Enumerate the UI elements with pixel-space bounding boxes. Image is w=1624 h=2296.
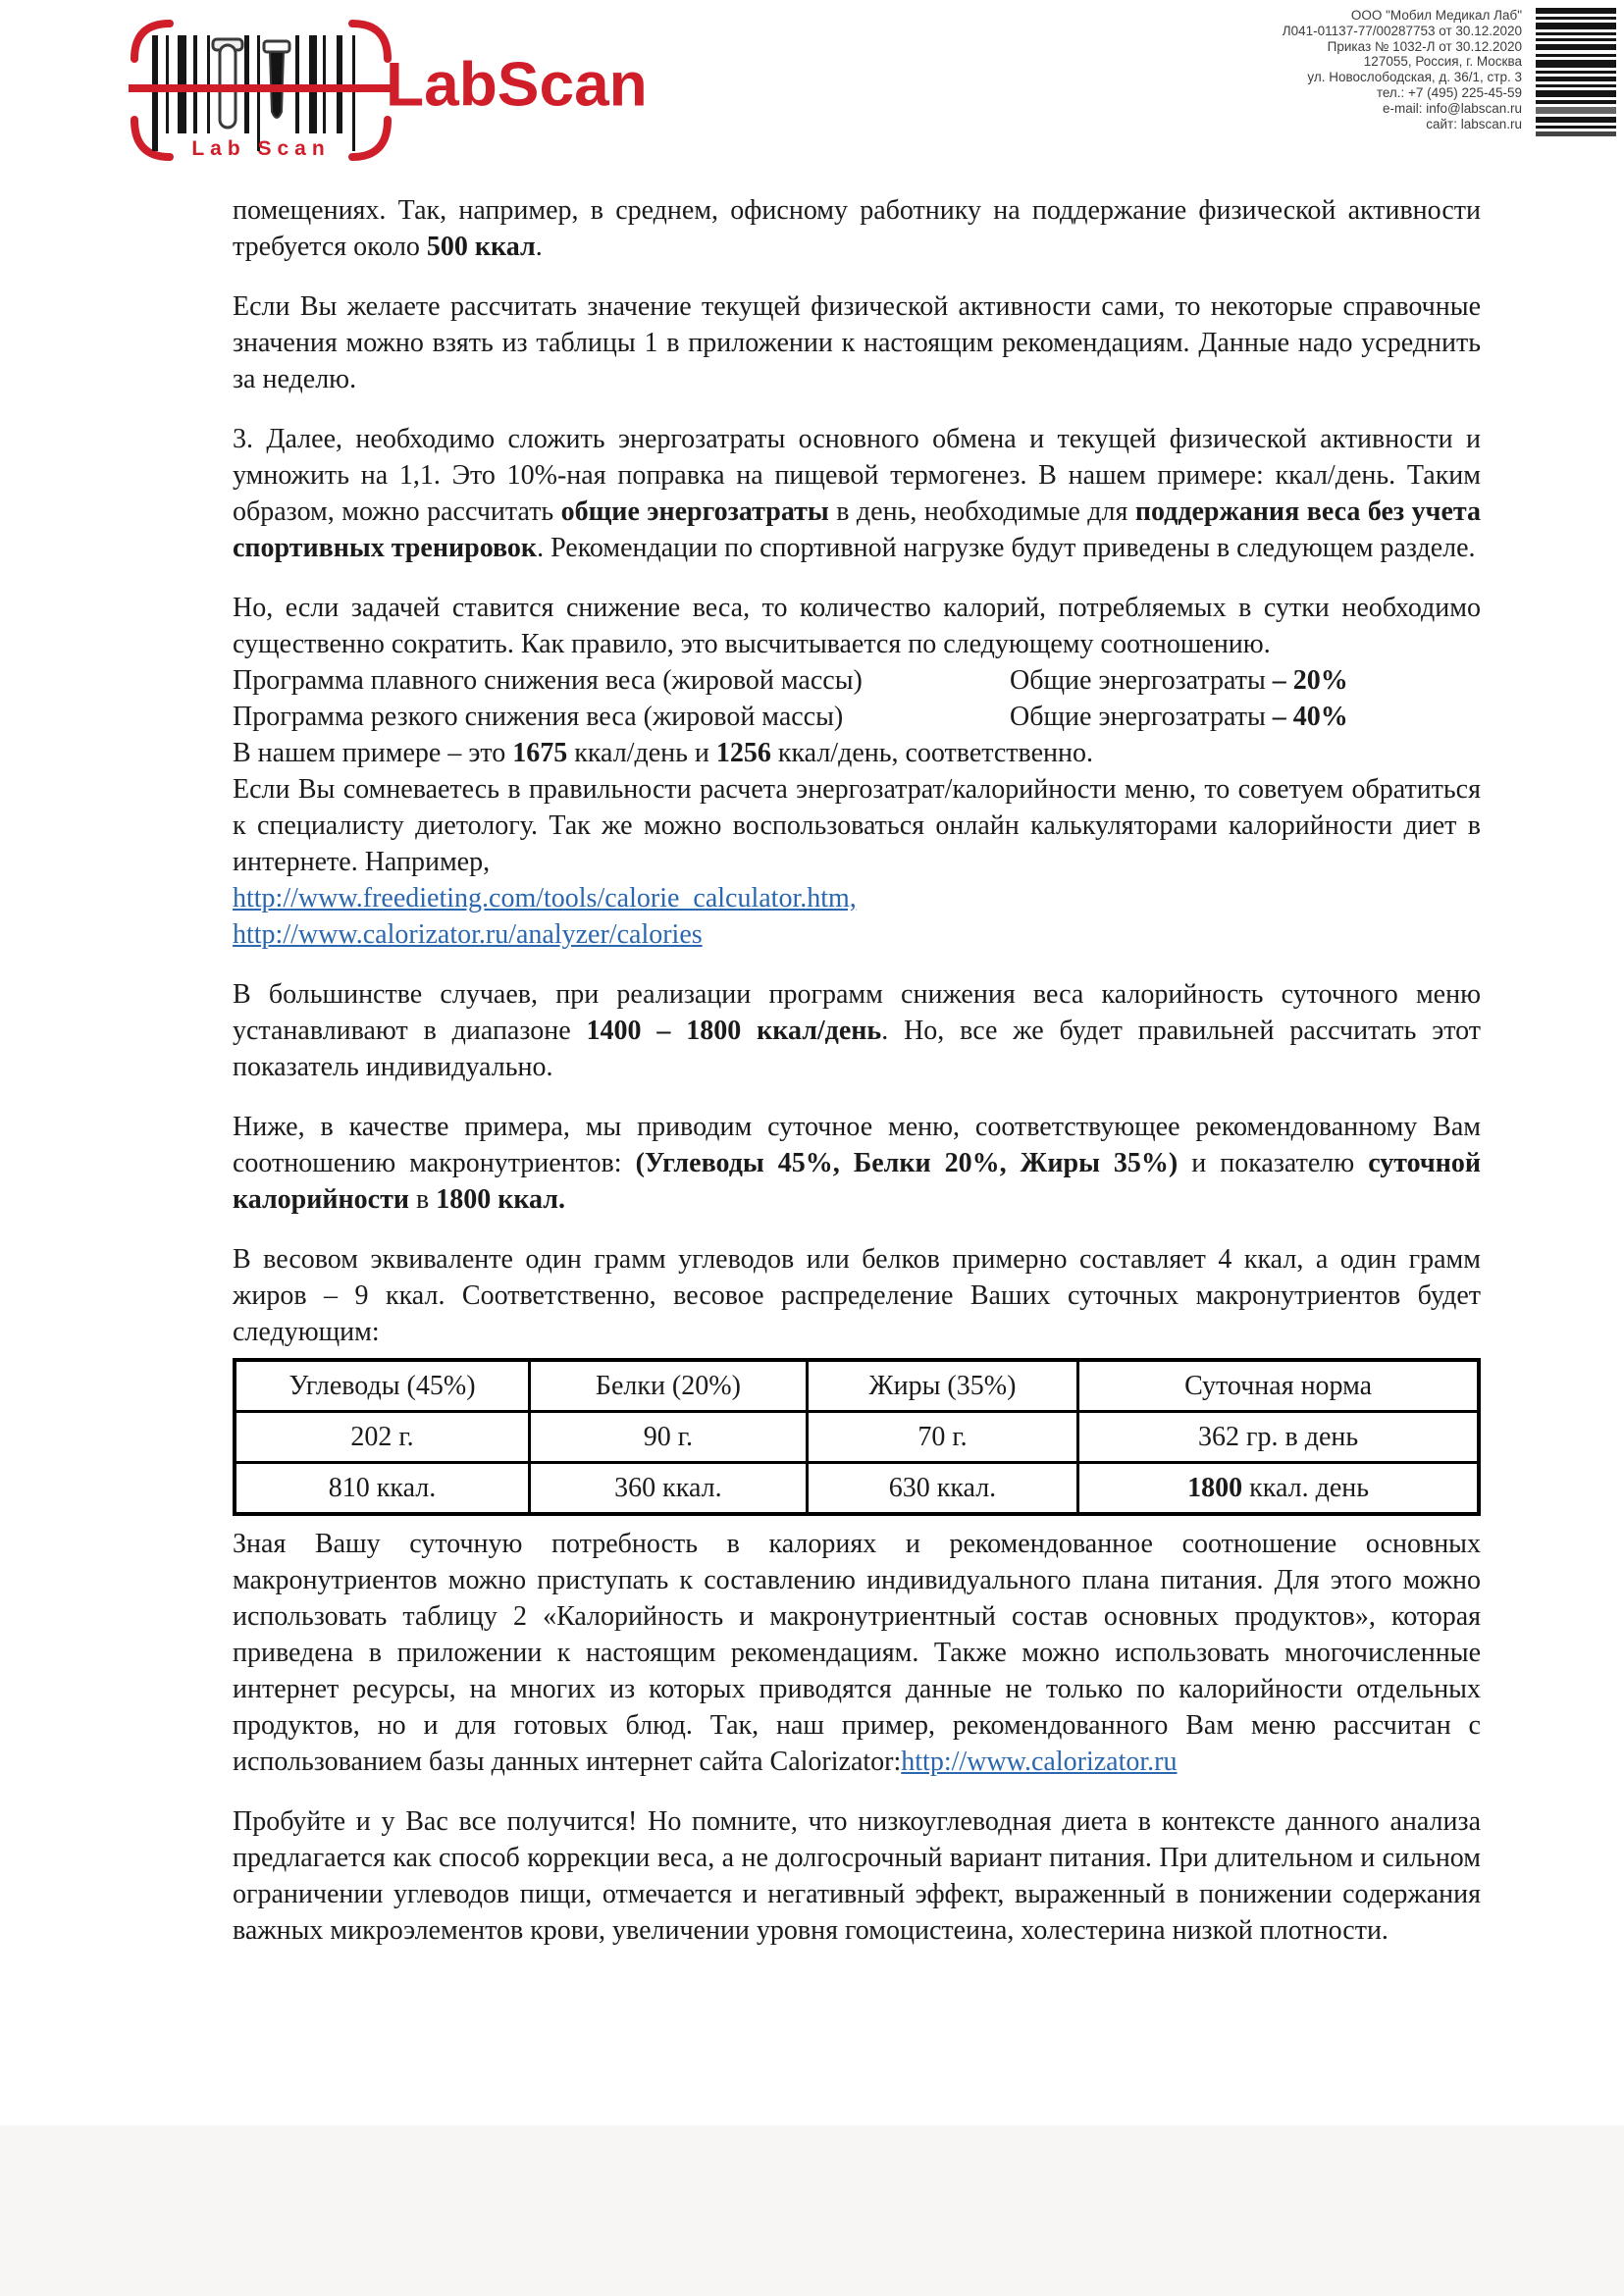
macronutrients-table	[233, 1358, 1481, 1516]
link-line-freedieting	[233, 880, 1481, 916]
table-cell: 810 ккал.	[235, 1463, 530, 1515]
labscan-logo-icon	[129, 12, 393, 167]
labscan-logo	[129, 12, 648, 167]
text-run: ккал. день	[1242, 1473, 1370, 1503]
text-run: В нашем примере – это	[233, 738, 513, 768]
table-header-row	[235, 1360, 1479, 1412]
table-header-cell: Белки (20%)	[530, 1360, 808, 1412]
text-run: в	[408, 1184, 437, 1215]
text-run: . Рекомендации по спортивной нагрузке будут приведены в следующем разделе.	[537, 533, 1476, 563]
text-run-bold: (Углеводы 45%, Белки 20%, Жиры 35%)	[635, 1148, 1179, 1178]
table-cell: 90 г.	[530, 1412, 808, 1463]
company-info-line: Л041-01137-77/00287753 от 30.12.2020	[1282, 23, 1522, 38]
paragraph-step3	[233, 421, 1481, 566]
table-cell: 362 гр. в день	[1078, 1412, 1479, 1463]
table-row-grams	[235, 1412, 1479, 1463]
program-label: Программа плавного снижения веса (жировой массы)	[233, 665, 863, 696]
table-header-cell: Суточная норма	[1078, 1360, 1479, 1412]
table-cell: 630 ккал.	[807, 1463, 1077, 1515]
paragraph-weight-loss: Но, если задачей ставится снижение веса, то количество калорий, потребляемых в сутки необходимо существенно сократить. Как правило, это высчитывается по следующему соотношению.	[233, 593, 1481, 659]
text-run-bold: – 40%	[1272, 702, 1348, 732]
document-body	[233, 192, 1481, 1972]
paragraph-dietologist: Если Вы сомневаетесь в правильности расчета энергозатрат/калорийности меню, то советуем обратиться к специалисту диетологу. Так же можно воспользоваться онлайн калькуляторами калорийности диет в интернете. Например,	[233, 774, 1481, 877]
table-header-cell: Углеводы (45%)	[235, 1360, 530, 1412]
test-tube-icon	[213, 39, 242, 128]
text-run: в день, необходимые для	[828, 496, 1135, 527]
text-run: помещениях. Так, например, в среднем, офисному работнику на поддержание физической активности требуется около	[233, 195, 1481, 262]
scan-line	[129, 84, 393, 92]
test-tube-filled-icon	[264, 41, 289, 118]
paragraph-kcal-range	[233, 976, 1481, 1085]
barcode	[1532, 8, 1620, 137]
link-calorizator[interactable]: http://www.calorizator.ru	[901, 1747, 1178, 1777]
example-kcal-line	[233, 735, 1481, 771]
labscan-logo-wordmark: LabScan	[386, 49, 648, 120]
program-line-smooth	[233, 662, 1481, 699]
text-run-bold: 1800	[1187, 1473, 1243, 1503]
company-info-line: ул. Новослободская, д. 36/1, стр. 3	[1307, 70, 1522, 85]
link-line-calorizator-analyzer	[233, 916, 1481, 953]
text-run-bold: 1256	[715, 738, 771, 768]
text-run: . Но, все же будет правильней рассчитать этот показатель индивидуально.	[233, 1016, 1482, 1082]
table-cell: 360 ккал.	[530, 1463, 808, 1515]
company-info-line: Приказ № 1032-Л от 30.12.2020	[1327, 38, 1522, 54]
text-run: Ниже, в качестве примера, мы приводим суточное меню, соответствующее рекомендованному Вам соотношению макронутриентов:	[233, 1112, 1481, 1178]
program-line-sharp	[233, 699, 1481, 735]
table-row-kcal	[235, 1463, 1479, 1515]
text-run: ккал/день и	[567, 738, 716, 768]
table-cell: 202 г.	[235, 1412, 530, 1463]
text-run-bold: 1400 – 1800 ккал/день	[586, 1016, 882, 1046]
text-run-bold: 1800 ккал.	[436, 1184, 565, 1215]
paragraph-macro-ratio	[233, 1109, 1481, 1218]
paragraph-meal-planning	[233, 1526, 1481, 1780]
text-run: .	[535, 232, 543, 262]
text-run-bold: 1675	[512, 738, 568, 768]
text-run-bold: суточной калорийности	[233, 1148, 1481, 1215]
logo-barcode-bars	[152, 35, 355, 151]
page-bottom-margin	[0, 2125, 1624, 2296]
text-run: 3. Далее, необходимо сложить энергозатраты основного обмена и текущей физической активности и умножить на 1,1. Это 10%-ная поправка на пищевой термогенез. В нашем примере: ккал/день. Таким образом, можно рассчитать	[233, 424, 1481, 527]
paragraph-closing: Пробуйте и у Вас все получится! Но помните, что низкоуглеводная диета в контексте данного анализа предлагается как способ коррекции веса, а не долгосрочный вариант питания. При длительном и сильном ограничении углеводов пищи, отмечается и негативный эффект, выраженный в понижении содержания важных микроэлементов крови, увеличении уровня гомоцистеина, холестерина низкой плотности.	[233, 1806, 1481, 1946]
paragraph-intro	[233, 192, 1481, 265]
table-cell: 70 г.	[807, 1412, 1077, 1463]
text-run: Общие энергозатраты	[1010, 702, 1273, 732]
link-calorizator-analyzer[interactable]: http://www.calorizator.ru/analyzer/calories	[233, 919, 703, 950]
program-label: Программа резкого снижения веса (жировой массы)	[233, 702, 844, 732]
table-cell	[1078, 1463, 1479, 1515]
company-info-line: тел.: +7 (495) 225-45-59	[1376, 84, 1522, 100]
company-info	[1283, 8, 1522, 131]
paragraph-gram-equivalent: В весовом эквиваленте один грамм углеводов или белков примерно составляет 4 ккал, а один грамм жиров – 9 ккал. Соответственно, весовое распределение Ваших суточных макронутриентов будет следующим:	[233, 1244, 1481, 1347]
text-run-bold: общие энергозатраты	[560, 496, 829, 527]
link-freedieting-calculator[interactable]: http://www.freedieting.com/tools/calorie_calculator.htm,	[233, 883, 857, 913]
company-info-line: сайт: labscan.ru	[1426, 116, 1522, 131]
text-run: ккал/день, соответственно.	[770, 738, 1093, 768]
table-header-cell: Жиры (35%)	[807, 1360, 1077, 1412]
company-info-line: e-mail: info@labscan.ru	[1382, 100, 1522, 116]
text-run: Общие энергозатраты	[1010, 665, 1273, 696]
company-info-line: 127055, Россия, г. Москва	[1363, 54, 1522, 70]
text-run: Зная Вашу суточную потребность в калориях и рекомендованное соотношение основных макронутриентов можно приступать к составлению индивидуального плана питания. Для этого можно использовать таблицу 2 «Калорийность и макронутриентный состав основных продуктов», которая приведена в приложении к настоящим рекомендациям. Также можно использовать многочисленные интернет ресурсы, на многих из которых приводятся данные не только по калорийности отдельных продуктов, но и для готовых блюд. Так, наш пример, рекомендованного Вам меню рассчитан с использованием базы данных интернет сайта Calorizator:	[233, 1529, 1481, 1777]
text-run: В большинстве случаев, при реализации программ снижения веса калорийность суточного меню устанавливают в диапазоне	[233, 979, 1481, 1046]
paragraph-activity-table-ref: Если Вы желаете рассчитать значение текущей физической активности сами, то некоторые справочные значения можно взять из таблицы 1 в приложении к настоящим рекомендациям. Данные надо усреднить за неделю.	[233, 291, 1481, 394]
text-run: и показателю	[1178, 1148, 1369, 1178]
company-info-line: ООО "Мобил Медикал Лаб"	[1350, 8, 1522, 23]
text-run-bold: поддержания веса без учета спортивных тренировок	[233, 496, 1481, 563]
logo-caption: Lab Scan	[191, 137, 331, 160]
text-run-bold: 500 ккал	[426, 232, 536, 262]
text-run-bold: – 20%	[1272, 665, 1348, 696]
